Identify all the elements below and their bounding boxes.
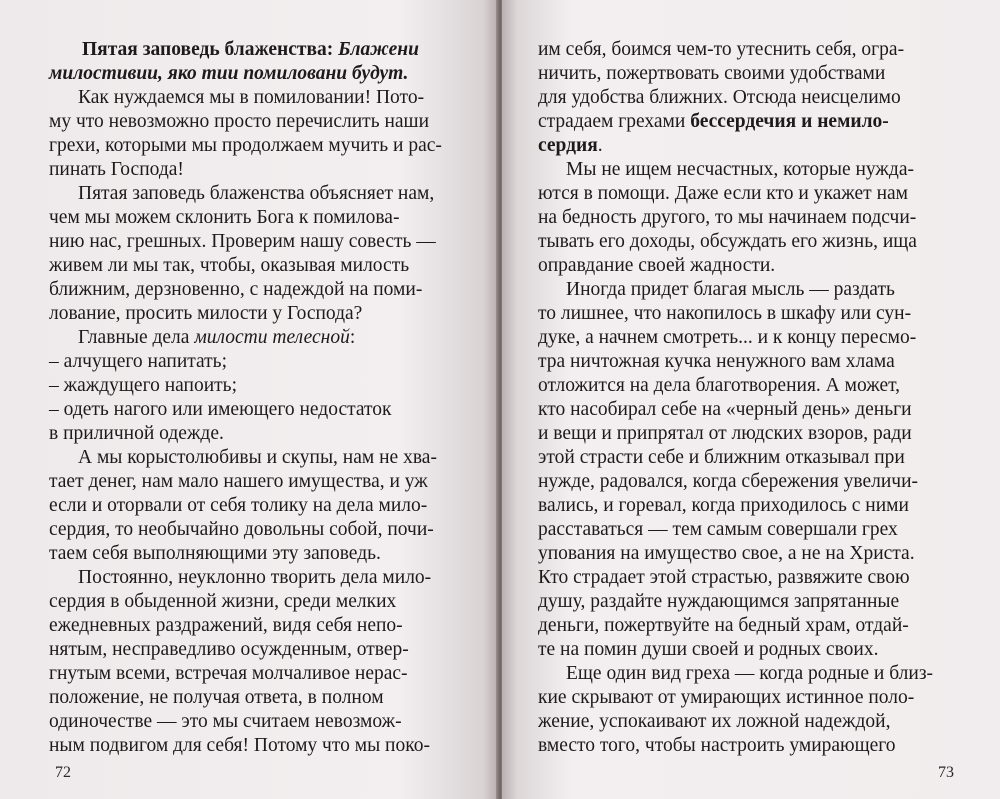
text-line: лование, просить милости у Господа? bbox=[49, 303, 363, 324]
text-line: одиночестве — это мы считаем невозмож- bbox=[49, 711, 402, 732]
text-line: для удобства ближних. Отсюда неисцелимо bbox=[538, 87, 901, 108]
text-line: – одеть нагого или имеющего недостаток bbox=[49, 399, 392, 420]
text-line: то лишнее, что накопилось в шкафу или сун- bbox=[538, 303, 912, 324]
text-line: А мы корыстолюбивы и скупы, нам не хва- bbox=[78, 447, 437, 468]
text-line: сердия. bbox=[538, 135, 603, 156]
text-line: этой страсти себе и ближним отказывал при bbox=[538, 447, 905, 468]
text-line: сердия, то необычайно довольны собой, почи- bbox=[49, 519, 434, 540]
text-line: Пятая заповедь блаженства: Блажени bbox=[82, 39, 419, 60]
text-line: и вещи и припрятал от людских взоров, ради bbox=[538, 423, 912, 444]
text-line: ежедневных раздражений, видя себя непо- bbox=[49, 615, 403, 636]
text-line: в приличной одежде. bbox=[49, 423, 224, 444]
text-line: отложится на дела благотворения. А может, bbox=[538, 375, 901, 396]
text-line: му что невозможно просто перечислить наши bbox=[49, 111, 430, 132]
text-line: Еще один вид греха — когда родные и близ- bbox=[566, 663, 934, 684]
text-line: вались, и горевал, когда приходилось с ними bbox=[538, 495, 909, 516]
text-line: кто насобирал себе на «черный день» деньги bbox=[538, 399, 912, 420]
text-line: грехи, которыми мы продолжаем мучить и рас- bbox=[49, 135, 442, 156]
text-line: Иногда придет благая мысль — раздать bbox=[566, 279, 895, 300]
text-line: Пятая заповедь блаженства объясняет нам, bbox=[78, 183, 435, 204]
text-line: – алчущего напитать; bbox=[49, 351, 227, 372]
text-line: жение, успокаивают их ложной надеждой, bbox=[538, 711, 891, 732]
text-line: таем себя выполняющими эту заповедь. bbox=[49, 543, 381, 564]
text-line: вместо того, чтобы настроить умирающего bbox=[538, 735, 896, 756]
text-line: на бедность другого, то мы начинаем подсчи- bbox=[538, 207, 917, 228]
text-line: Кто страдает этой страстью, развяжите свою bbox=[538, 567, 910, 588]
text-line: ным подвигом для себя! Потому что мы поко- bbox=[49, 735, 430, 756]
text-line: оправдание своей жадности. bbox=[538, 255, 776, 276]
text-line: живем ли мы так, чтобы, оказывая милость bbox=[49, 255, 410, 276]
text-line: упования на имущество свое, а не на Христа. bbox=[538, 543, 915, 564]
text-line: Постоянно, неуклонно творить дела мило- bbox=[78, 567, 432, 588]
text-line: ничить, пожертвовать своими удобствами bbox=[538, 63, 886, 84]
text-line: Как нуждаемся мы в помиловании! Пото- bbox=[78, 87, 425, 108]
text-line: если и оторвали от себя толику на дела мило- bbox=[49, 495, 428, 516]
text-line: нятым, несправедливо осужденным, отвер- bbox=[49, 639, 409, 660]
text-line: страдаем грехами бессердечия и немило- bbox=[538, 111, 889, 132]
text-line: положение, не получая ответа, в полном bbox=[49, 687, 384, 708]
text-line: ближним, дерзновенно, с надеждой на поми- bbox=[49, 279, 423, 300]
text-line: им себя, боимся чем-то утеснить себя, огра- bbox=[538, 39, 905, 60]
text-line: сердия в обыденной жизни, среди мелких bbox=[49, 591, 397, 612]
text-line: Мы не ищем несчастных, которые нужда- bbox=[566, 159, 914, 180]
right-page bbox=[502, 0, 1000, 799]
text-line: милостивии, яко тии помиловани будут. bbox=[49, 63, 409, 84]
text-line: Главные дела милости телесной: bbox=[78, 327, 356, 348]
text-line: расставаться — тем самым совершали грех bbox=[538, 519, 898, 540]
text-line: кие скрывают от умирающих истинное поло- bbox=[538, 687, 915, 708]
text-line: тывать его доходы, обсуждать его жизнь, ища bbox=[538, 231, 917, 252]
text-line: – жаждущего напоить; bbox=[49, 375, 237, 396]
text-line: душу, раздайте нуждающимся запрятанные bbox=[538, 591, 900, 612]
text-line: нужде, радовался, когда сбережения увеличи- bbox=[538, 471, 919, 492]
text-line: ются в помощи. Даже если кто и укажет нам bbox=[538, 183, 908, 204]
text-line: пинать Господа! bbox=[49, 159, 184, 180]
page-number: 73 bbox=[938, 764, 954, 781]
text-line: чем мы можем склонить Бога к помилова- bbox=[49, 207, 400, 228]
text-line: тра ничтожная кучка ненужного вам хлама bbox=[538, 351, 895, 372]
page-number: 72 bbox=[55, 764, 71, 781]
text-line: тает денег, нам мало нашего имущества, и уж bbox=[49, 471, 428, 492]
left-page bbox=[0, 0, 498, 799]
text-line: деньги, пожертвуйте на бедный храм, отдай- bbox=[538, 615, 909, 636]
text-line: дуке, а начнем смотреть... и к концу пересмо- bbox=[538, 327, 917, 348]
text-line: те на помин души своей и родных своих. bbox=[538, 639, 879, 660]
text-line: гнутым всеми, встречая молчаливое нерас- bbox=[49, 663, 408, 684]
text-line: нию нас, грешных. Проверим нашу совесть — bbox=[49, 231, 436, 252]
